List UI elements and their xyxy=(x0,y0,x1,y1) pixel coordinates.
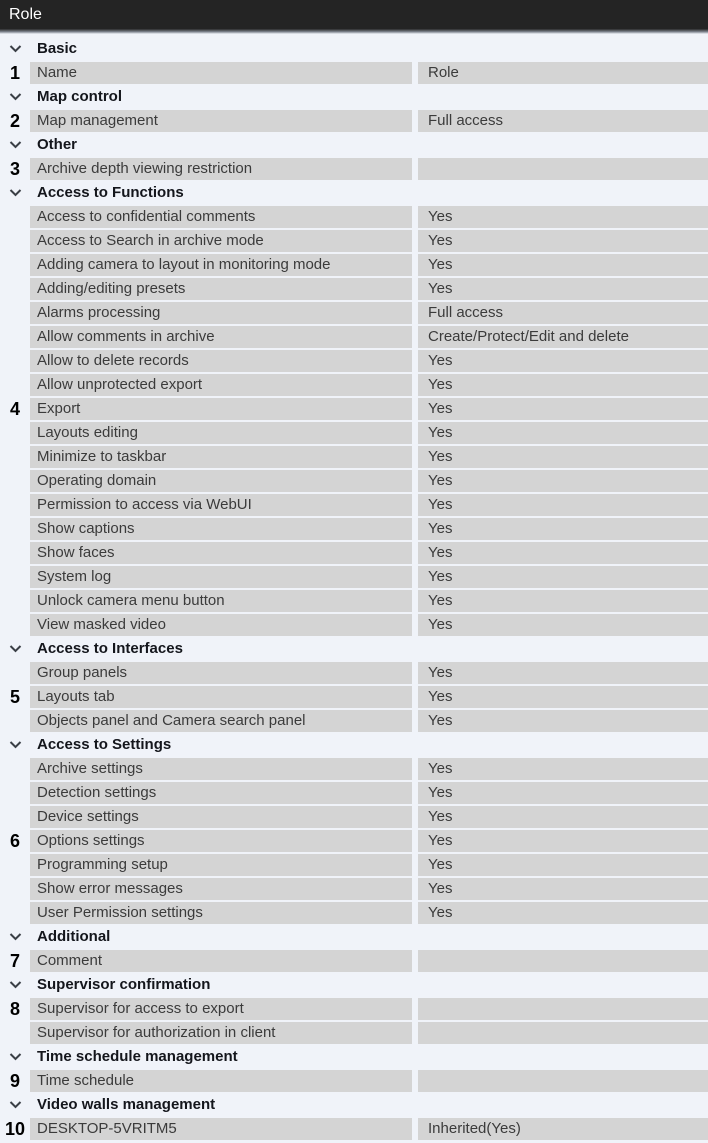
property-name-cell: Supervisor for authorization in client xyxy=(30,1022,412,1044)
property-value-cell[interactable]: Yes xyxy=(418,254,708,276)
row-gutter xyxy=(0,806,30,828)
property-name-cell: Adding camera to layout in monitoring mode xyxy=(30,254,412,276)
section-gutter xyxy=(0,189,30,197)
property-value-cell[interactable]: Yes xyxy=(418,614,708,636)
section-label: Video walls management xyxy=(37,1096,216,1113)
property-name-cell: Alarms processing xyxy=(30,302,412,324)
property-value-cell[interactable]: Role xyxy=(418,62,708,84)
row-gutter xyxy=(0,302,30,324)
property-name-cell: Adding/editing presets xyxy=(30,278,412,300)
property-value-cell[interactable] xyxy=(418,1022,708,1044)
property-value-cell[interactable]: Yes xyxy=(418,566,708,588)
row-gutter xyxy=(0,614,30,636)
property-row-group-panels[interactable] xyxy=(0,662,708,684)
property-name-cell: Show error messages xyxy=(30,878,412,900)
row-gutter xyxy=(0,374,30,396)
chevron-down-icon[interactable] xyxy=(9,645,22,653)
section-gutter xyxy=(0,93,30,101)
property-name-cell: Allow to delete records xyxy=(30,350,412,372)
property-value-cell[interactable]: Yes xyxy=(418,830,708,852)
section-gutter xyxy=(0,1053,30,1061)
property-value-cell[interactable]: Full access xyxy=(418,302,708,324)
property-row-map-management[interactable] xyxy=(0,110,708,132)
section-label: Supervisor confirmation xyxy=(37,976,211,993)
property-value-cell[interactable] xyxy=(418,950,708,972)
section-header-map-control[interactable] xyxy=(0,86,708,108)
property-name-cell: Export xyxy=(30,398,412,420)
property-row-show-captions[interactable] xyxy=(0,518,708,540)
annotation-number: 9 xyxy=(9,1071,20,1091)
row-gutter xyxy=(0,254,30,276)
property-value-cell[interactable]: Yes xyxy=(418,878,708,900)
property-row-detection-settings[interactable] xyxy=(0,782,708,804)
row-gutter xyxy=(0,446,30,468)
row-gutter xyxy=(0,686,30,708)
chevron-down-icon[interactable] xyxy=(9,93,22,101)
property-value-cell[interactable]: Create/Protect/Edit and delete xyxy=(418,326,708,348)
property-row-archive-settings[interactable] xyxy=(0,758,708,780)
property-value-cell[interactable]: Yes xyxy=(418,446,708,468)
property-name-cell: Show faces xyxy=(30,542,412,564)
section-gutter xyxy=(0,45,30,53)
row-gutter xyxy=(0,518,30,540)
panel-title: Role xyxy=(0,0,708,29)
property-value-cell[interactable]: Yes xyxy=(418,278,708,300)
section-label: Access to Interfaces xyxy=(37,640,183,657)
section-label: Time schedule management xyxy=(37,1048,238,1065)
property-name-cell: Archive settings xyxy=(30,758,412,780)
row-gutter xyxy=(0,878,30,900)
property-value-cell[interactable]: Yes xyxy=(418,422,708,444)
row-gutter xyxy=(0,422,30,444)
property-row-layouts-tab[interactable] xyxy=(0,686,708,708)
property-row-alarms-processing[interactable] xyxy=(0,302,708,324)
row-gutter xyxy=(0,998,30,1020)
section-header-video-walls-management[interactable] xyxy=(0,1094,708,1116)
property-value-cell[interactable]: Yes xyxy=(418,806,708,828)
property-value-cell[interactable]: Yes xyxy=(418,374,708,396)
row-gutter xyxy=(0,710,30,732)
section-gutter xyxy=(0,645,30,653)
property-value-cell[interactable]: Yes xyxy=(418,398,708,420)
property-value-cell[interactable] xyxy=(418,158,708,180)
section-gutter xyxy=(0,1101,30,1109)
section-header-additional[interactable] xyxy=(0,926,708,948)
property-value-cell[interactable]: Yes xyxy=(418,686,708,708)
property-row-adding-editing-presets[interactable] xyxy=(0,278,708,300)
annotation-number: 4 xyxy=(9,399,20,419)
property-row-show-error-messages[interactable] xyxy=(0,878,708,900)
property-name-cell: Name xyxy=(30,62,412,84)
property-name-cell: Programming setup xyxy=(30,854,412,876)
property-value-cell[interactable]: Yes xyxy=(418,470,708,492)
property-row-device-settings[interactable] xyxy=(0,806,708,828)
property-name-cell: Show captions xyxy=(30,518,412,540)
chevron-down-icon[interactable] xyxy=(9,45,22,53)
section-label: Access to Functions xyxy=(37,184,184,201)
property-name-cell: Unlock camera menu button xyxy=(30,590,412,612)
annotation-number: 5 xyxy=(9,687,20,707)
row-gutter xyxy=(0,782,30,804)
section-gutter xyxy=(0,933,30,941)
annotation-number: 3 xyxy=(9,159,20,179)
section-header-basic[interactable] xyxy=(0,38,708,60)
property-value-cell[interactable]: Yes xyxy=(418,230,708,252)
property-name-cell: Layouts editing xyxy=(30,422,412,444)
property-row-access-to-confidential-comments[interactable] xyxy=(0,206,708,228)
row-gutter xyxy=(0,470,30,492)
annotation-number: 6 xyxy=(9,831,20,851)
property-value-cell[interactable]: Yes xyxy=(418,350,708,372)
property-value-cell[interactable]: Yes xyxy=(418,518,708,540)
chevron-down-icon[interactable] xyxy=(9,141,22,149)
row-gutter xyxy=(0,854,30,876)
property-value-cell[interactable]: Yes xyxy=(418,782,708,804)
property-value-cell[interactable]: Yes xyxy=(418,854,708,876)
section-header-access-to-functions[interactable] xyxy=(0,182,708,204)
property-row-supervisor-for-authorization-in-client[interactable] xyxy=(0,1022,708,1044)
row-gutter xyxy=(0,1118,30,1140)
section-header-access-to-interfaces[interactable] xyxy=(0,638,708,660)
property-row-allow-unprotected-export[interactable] xyxy=(0,374,708,396)
property-row-export[interactable] xyxy=(0,398,708,420)
property-value-cell[interactable]: Yes xyxy=(418,710,708,732)
property-row-options-settings[interactable] xyxy=(0,830,708,852)
property-name-cell: Objects panel and Camera search panel xyxy=(30,710,412,732)
property-name-cell: User Permission settings xyxy=(30,902,412,924)
row-gutter xyxy=(0,278,30,300)
property-name-cell: Operating domain xyxy=(30,470,412,492)
property-value-cell[interactable] xyxy=(418,998,708,1020)
property-value-cell[interactable]: Yes xyxy=(418,494,708,516)
property-value-cell[interactable]: Yes xyxy=(418,902,708,924)
chevron-down-icon[interactable] xyxy=(9,981,22,989)
property-name-cell: Layouts tab xyxy=(30,686,412,708)
property-row-access-to-search-in-archive-mode[interactable] xyxy=(0,230,708,252)
property-name-cell: Allow comments in archive xyxy=(30,326,412,348)
section-gutter xyxy=(0,141,30,149)
row-gutter xyxy=(0,1070,30,1092)
property-row-minimize-to-taskbar[interactable] xyxy=(0,446,708,468)
property-name-cell: Device settings xyxy=(30,806,412,828)
annotation-number: 8 xyxy=(9,999,20,1019)
property-name-cell: DESKTOP-5VRITM5 xyxy=(30,1118,412,1140)
section-gutter xyxy=(0,981,30,989)
property-value-cell[interactable]: Inherited(Yes) xyxy=(418,1118,708,1140)
property-row-programming-setup[interactable] xyxy=(0,854,708,876)
property-name-cell: Comment xyxy=(30,950,412,972)
chevron-down-icon[interactable] xyxy=(9,1101,22,1109)
property-name-cell: Access to confidential comments xyxy=(30,206,412,228)
property-name-cell: Permission to access via WebUI xyxy=(30,494,412,516)
section-header-other[interactable] xyxy=(0,134,708,156)
property-name-cell: System log xyxy=(30,566,412,588)
row-gutter xyxy=(0,398,30,420)
property-row-objects-panel-and-camera-search-panel[interactable] xyxy=(0,710,708,732)
section-label: Additional xyxy=(37,928,111,945)
section-label: Access to Settings xyxy=(37,736,172,753)
property-value-cell[interactable]: Yes xyxy=(418,758,708,780)
row-gutter xyxy=(0,158,30,180)
section-label: Map control xyxy=(37,88,122,105)
row-gutter xyxy=(0,590,30,612)
property-row-supervisor-for-access-to-export[interactable] xyxy=(0,998,708,1020)
row-gutter xyxy=(0,758,30,780)
row-gutter xyxy=(0,230,30,252)
section-label: Basic xyxy=(37,40,78,57)
row-gutter xyxy=(0,566,30,588)
chevron-down-icon[interactable] xyxy=(9,741,22,749)
section-header-access-to-settings[interactable] xyxy=(0,734,708,756)
property-name-cell: Minimize to taskbar xyxy=(30,446,412,468)
property-name-cell: View masked video xyxy=(30,614,412,636)
property-row-layouts-editing[interactable] xyxy=(0,422,708,444)
property-name-cell: Options settings xyxy=(30,830,412,852)
property-row-archive-depth-viewing-restriction[interactable] xyxy=(0,158,708,180)
property-name-cell: Time schedule xyxy=(30,1070,412,1092)
property-name-cell: Group panels xyxy=(30,662,412,684)
row-gutter xyxy=(0,830,30,852)
property-row-name[interactable] xyxy=(0,62,708,84)
property-name-cell: Allow unprotected export xyxy=(30,374,412,396)
property-row-unlock-camera-menu-button[interactable] xyxy=(0,590,708,612)
property-row-view-masked-video[interactable] xyxy=(0,614,708,636)
property-value-cell[interactable]: Yes xyxy=(418,542,708,564)
row-gutter xyxy=(0,350,30,372)
property-row-operating-domain[interactable] xyxy=(0,470,708,492)
row-gutter xyxy=(0,494,30,516)
property-value-cell[interactable]: Yes xyxy=(418,590,708,612)
section-gutter xyxy=(0,741,30,749)
property-row-show-faces[interactable] xyxy=(0,542,708,564)
property-row-desktop-5vritm5[interactable] xyxy=(0,1118,708,1140)
property-row-allow-to-delete-records[interactable] xyxy=(0,350,708,372)
row-gutter xyxy=(0,902,30,924)
row-gutter xyxy=(0,110,30,132)
row-gutter xyxy=(0,662,30,684)
property-value-cell[interactable] xyxy=(418,1070,708,1092)
section-header-time-schedule-management[interactable] xyxy=(0,1046,708,1068)
property-value-cell[interactable]: Full access xyxy=(418,110,708,132)
row-gutter xyxy=(0,206,30,228)
chevron-down-icon[interactable] xyxy=(9,1053,22,1061)
annotation-number: 7 xyxy=(9,951,20,971)
chevron-down-icon[interactable] xyxy=(9,933,22,941)
property-row-adding-camera-to-layout-in-monitoring-mode[interactable] xyxy=(0,254,708,276)
property-row-comment[interactable] xyxy=(0,950,708,972)
property-name-cell: Map management xyxy=(30,110,412,132)
annotation-number: 2 xyxy=(9,111,20,131)
property-row-time-schedule[interactable] xyxy=(0,1070,708,1092)
property-name-cell: Supervisor for access to export xyxy=(30,998,412,1020)
property-row-system-log[interactable] xyxy=(0,566,708,588)
section-label: Other xyxy=(37,136,78,153)
property-name-cell: Access to Search in archive mode xyxy=(30,230,412,252)
row-gutter xyxy=(0,950,30,972)
property-name-cell: Archive depth viewing restriction xyxy=(30,158,412,180)
section-header-supervisor-confirmation[interactable] xyxy=(0,974,708,996)
row-gutter xyxy=(0,542,30,564)
annotation-number: 1 xyxy=(9,63,20,83)
property-row-allow-comments-in-archive[interactable] xyxy=(0,326,708,348)
property-value-cell[interactable]: Yes xyxy=(418,662,708,684)
property-value-cell[interactable]: Yes xyxy=(418,206,708,228)
property-name-cell: Detection settings xyxy=(30,782,412,804)
property-row-permission-to-access-via-webui[interactable] xyxy=(0,494,708,516)
sections-container xyxy=(0,34,708,1140)
row-gutter xyxy=(0,62,30,84)
property-row-user-permission-settings[interactable] xyxy=(0,902,708,924)
row-gutter xyxy=(0,326,30,348)
row-gutter xyxy=(0,1022,30,1044)
chevron-down-icon[interactable] xyxy=(9,189,22,197)
annotation-number: 10 xyxy=(4,1119,26,1139)
